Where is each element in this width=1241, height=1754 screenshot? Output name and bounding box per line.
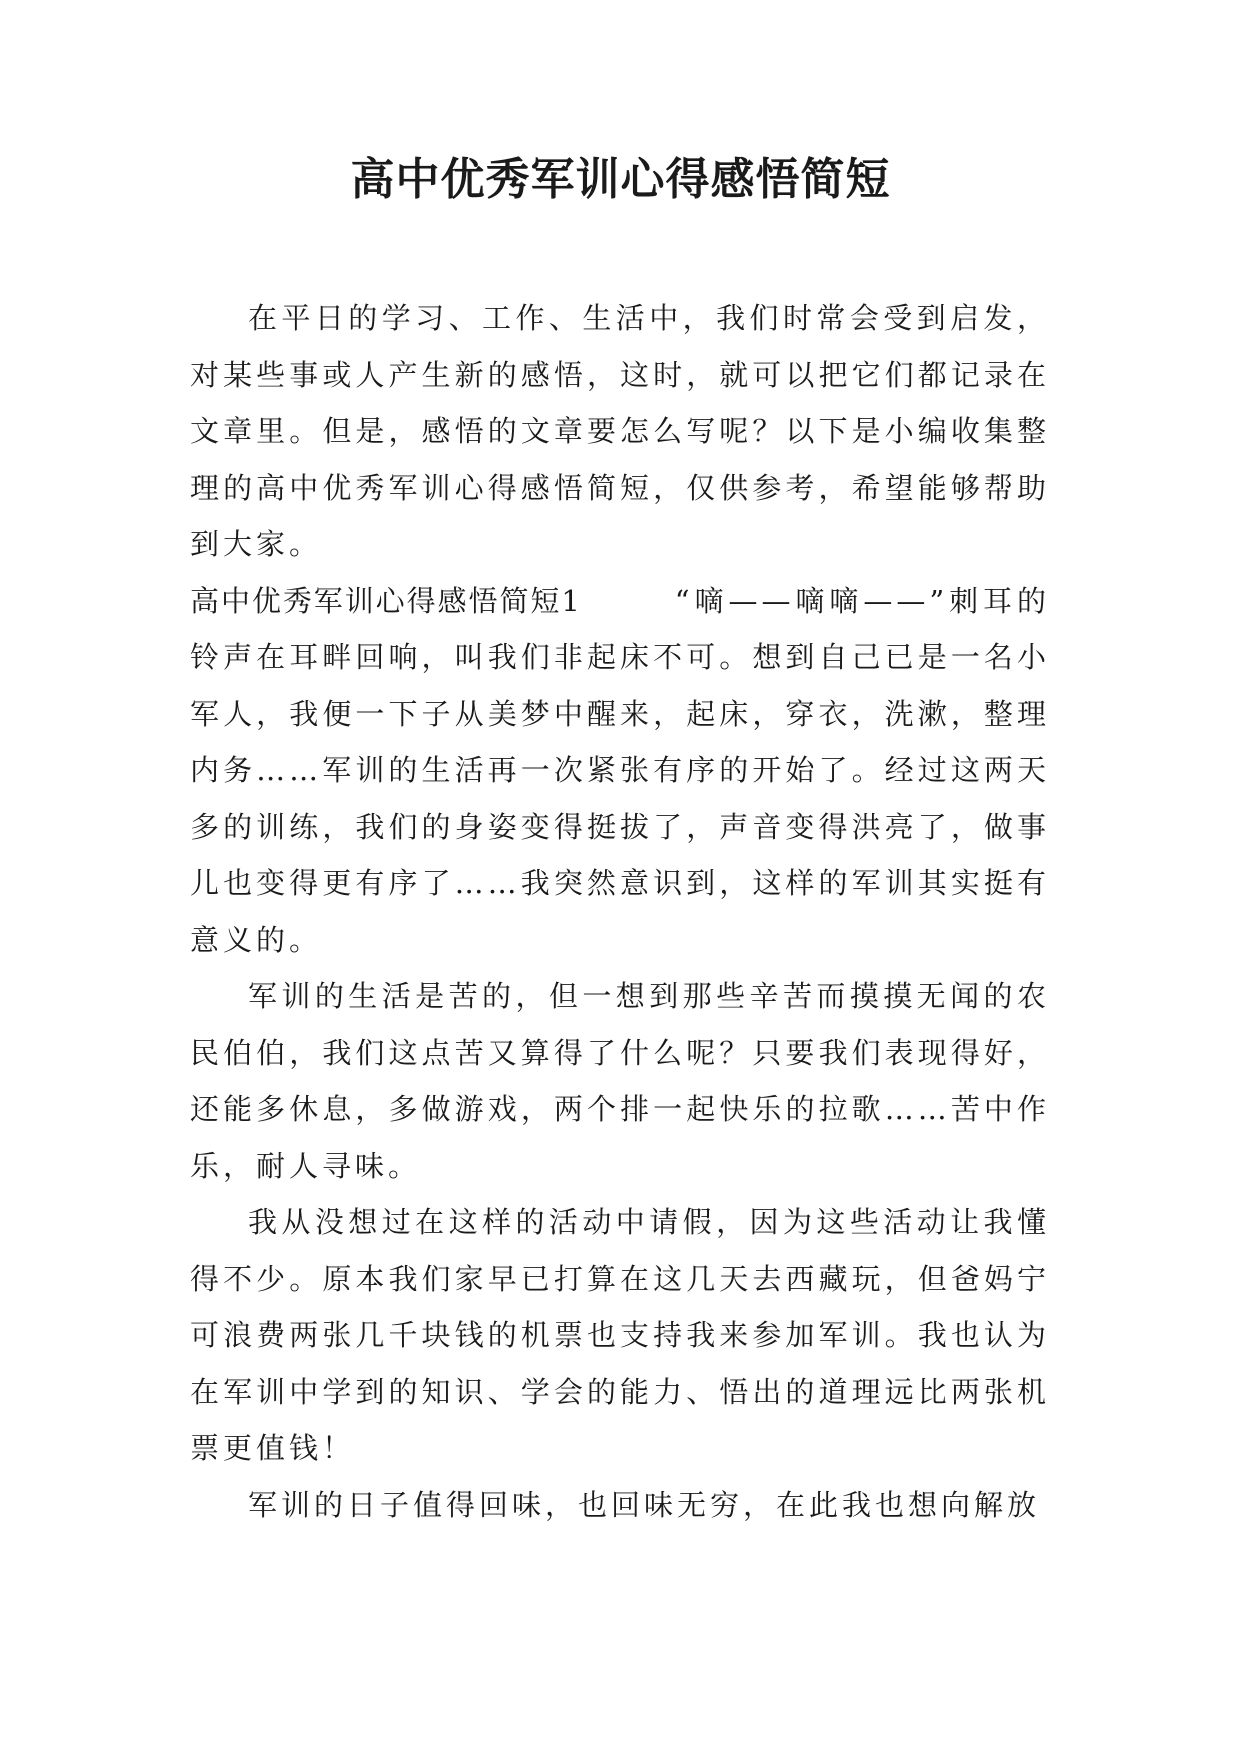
- body-paragraph: 军训的日子值得回味，也回味无穷，在此我也想向解放: [248, 1487, 1041, 1522]
- section-1-first-paragraph: [190, 573, 1050, 969]
- body-paragraph: 军训的生活是苦的，但一想到那些辛苦而摸摸无闻的农民伯伯，我们这点苦又算得了什么呢？只要我们表现得好，还能多休息，多做游戏，两个排一起快乐的拉歌……苦中作乐，耐人寻味。: [190, 979, 1050, 1183]
- section-1-heading: 高中优秀军训心得感悟简短1: [190, 583, 581, 618]
- document-title: 高中优秀军训心得感悟简短: [350, 154, 891, 205]
- intro-paragraph: 在平日的学习、工作、生活中，我们时常会受到启发，对某些事或人产生新的感悟，这时，就可以把它们都记录在文章里。但是，感悟的文章要怎么写呢？以下是小编收集整理的高中优秀军训心得感悟简短，仅供参考，希望能够帮助到大家。: [190, 301, 1050, 561]
- section-1-first-paragraph-text: “嘀——嘀嘀——”刺耳的铃声在耳畔回响，叫我们非起床不可。想到自己已是一名小军人，我便一下子从美梦中醒来，起床，穿衣，洗漱，整理内务……军训的生活再一次紧张有序的开始了。经过这两天多的训练，我们的身姿变得挺拔了，声音变得洪亮了，做事儿也变得更有序了……我突然意识到，这样的军训其实挺有意义的。: [190, 583, 1051, 957]
- document-body: [190, 290, 1050, 1533]
- body-paragraph: 我从没想过在这样的活动中请假，因为这些活动让我懂得不少。原本我们家早已打算在这几天去西藏玩，但爸妈宁可浪费两张几千块钱的机票也支持我来参加军训。我也认为在军训中学到的知识、学会的能力、悟出的道理远比两张机票更值钱！: [190, 1205, 1050, 1465]
